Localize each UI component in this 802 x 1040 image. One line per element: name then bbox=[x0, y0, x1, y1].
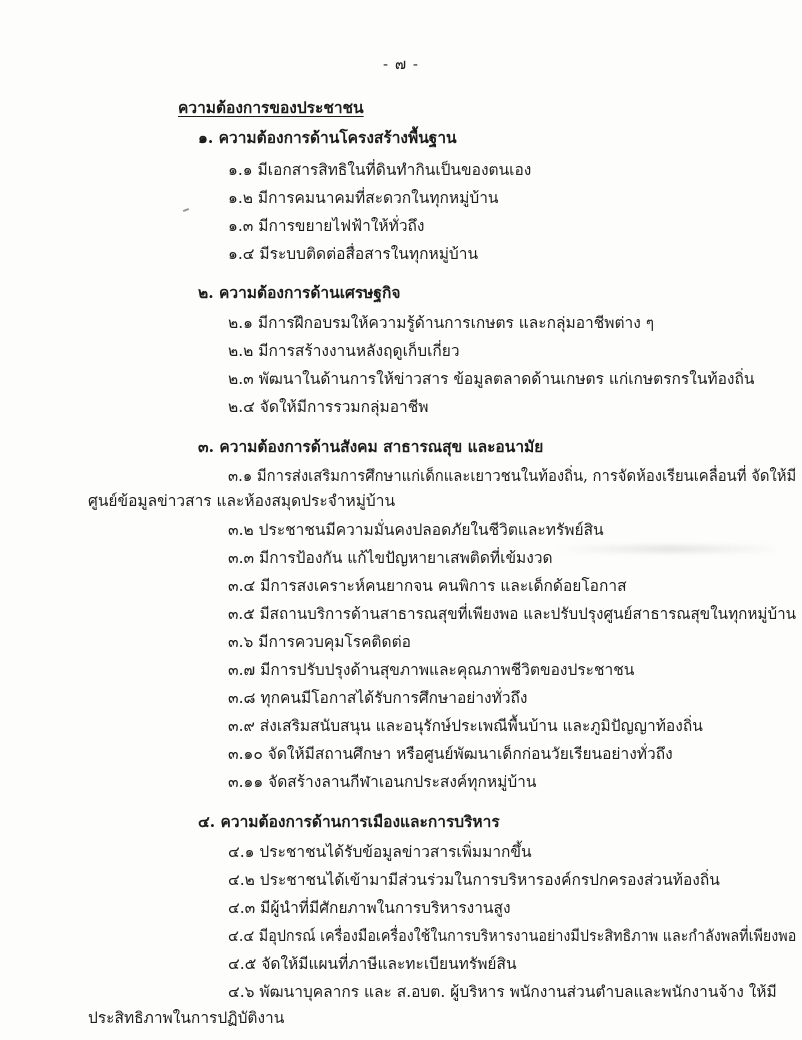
section-3-item: ๓.๒ ประชาชนมีความมั่นคงปลอดภัยในชีวิตและทรัพย์สิน bbox=[228, 521, 604, 539]
section-4-item: ๔.๔ มีอุปกรณ์ เครื่องมือเครื่องใช้ในการบริหารงานอย่างมีประสิทธิภาพ และกำลังพลที่เพียงพอ bbox=[228, 927, 797, 945]
section-3-item: ๓.๖ มีการควบคุมโรคติดต่อ bbox=[228, 633, 411, 651]
section-3-item: ๓.๕ มีสถานบริการด้านสาธารณสุขที่เพียงพอ และปรับปรุงศูนย์สาธารณสุขในทุกหมู่บ้าน bbox=[228, 605, 797, 623]
section-1-item: ๑.๑ มีเอกสารสิทธิในที่ดินทำกินเป็นของตนเอง bbox=[228, 161, 532, 179]
section-4-item: ๔.๑ ประชาชนได้รับข้อมูลข่าวสารเพิ่มมากขึ้น bbox=[228, 843, 532, 861]
section-1-item: ๑.๔ มีระบบติดต่อสื่อสารในทุกหมู่บ้าน bbox=[228, 245, 479, 263]
section-3-heading: ๓. ความต้องการด้านสังคม สาธารณสุข และอนามัย bbox=[198, 437, 544, 456]
section-4-item: ๔.๒ ประชาชนได้เข้ามามีส่วนร่วมในการบริหารองค์กรปกครองส่วนท้องถิ่น bbox=[228, 871, 720, 889]
scan-speck bbox=[183, 208, 189, 212]
section-4-item-last-continuation: ประสิทธิภาพในการปฏิบัติงาน bbox=[88, 1009, 285, 1027]
section-1-item: ๑.๓ มีการขยายไฟฟ้าให้ทั่วถึง bbox=[228, 217, 425, 235]
section-4-item-last-line: ๔.๖ พัฒนาบุคลากร และ ส.อบต. ผู้บริหาร พนักงานส่วนตำบลและพนักงานจ้าง ให้มี bbox=[228, 983, 777, 1001]
section-4-heading: ๔. ความต้องการด้านการเมืองและการบริหาร bbox=[198, 812, 500, 831]
section-1-heading: ๑. ความต้องการด้านโครงสร้างพื้นฐาน bbox=[198, 128, 457, 147]
section-2-item: ๒.๔ จัดให้มีการรวมกลุ่มอาชีพ bbox=[228, 398, 429, 416]
section-3-item: ๓.๗ มีการปรับปรุงด้านสุขภาพและคุณภาพชีวิตของประชาชน bbox=[228, 661, 635, 679]
section-3-item: ๓.๘ ทุกคนมีโอกาสได้รับการศึกษาอย่างทั่วถึง bbox=[228, 689, 528, 707]
scan-smudge bbox=[555, 545, 785, 553]
section-3-item-first-continuation: ศูนย์ข้อมูลข่าวสาร และห้องสมุดประจำหมู่บ้าน bbox=[88, 492, 396, 510]
section-2-item: ๒.๑ มีการฝึกอบรมให้ความรู้ด้านการเกษตร และกลุ่มอาชีพต่าง ๆ bbox=[228, 314, 655, 332]
page-number: - ๗ - bbox=[383, 55, 419, 73]
section-2-heading: ๒. ความต้องการด้านเศรษฐกิจ bbox=[198, 283, 401, 302]
section-1-item: ๑.๒ มีการคมนาคมที่สะดวกในทุกหมู่บ้าน bbox=[228, 189, 499, 207]
document-title: ความต้องการของประชาชน bbox=[178, 98, 364, 117]
section-3-item: ๓.๑๐ จัดให้มีสถานศึกษา หรือศูนย์พัฒนาเด็กก่อนวัยเรียนอย่างทั่วถึง bbox=[228, 745, 673, 763]
section-3-item: ๓.๙ ส่งเสริมสนับสนุน และอนุรักษ์ประเพณีพื้นบ้าน และภูมิปัญญาท้องถิ่น bbox=[228, 717, 703, 735]
section-4-item: ๔.๕ จัดให้มีแผนที่ภาษีและทะเบียนทรัพย์สิน bbox=[228, 955, 517, 973]
section-3-item: ๓.๓ มีการป้องกัน แก้ไขปัญหายาเสพติดที่เข้มงวด bbox=[228, 549, 553, 567]
section-3-item: ๓.๔ มีการสงเคราะห์คนยากจน คนพิการ และเด็กด้อยโอกาส bbox=[228, 577, 627, 595]
section-4-item: ๔.๓ มีผู้นำที่มีศักยภาพในการบริหารงานสูง bbox=[228, 899, 511, 917]
section-2-item: ๒.๒ มีการสร้างงานหลังฤดูเก็บเกี่ยว bbox=[228, 342, 460, 360]
section-3-item-first-line: ๓.๑ มีการส่งเสริมการศึกษาแก่เด็กและเยาวชนในท้องถิ่น, การจัดห้องเรียนเคลื่อนที่ จัดให้มี bbox=[228, 467, 797, 485]
section-3-item: ๓.๑๑ จัดสร้างลานกีฬาเอนกประสงค์ทุกหมู่บ้าน bbox=[228, 773, 537, 791]
section-2-item: ๒.๓ พัฒนาในด้านการให้ข่าวสาร ข้อมูลตลาดด้านเกษตร แก่เกษตรกรในท้องถิ่น bbox=[228, 370, 755, 388]
